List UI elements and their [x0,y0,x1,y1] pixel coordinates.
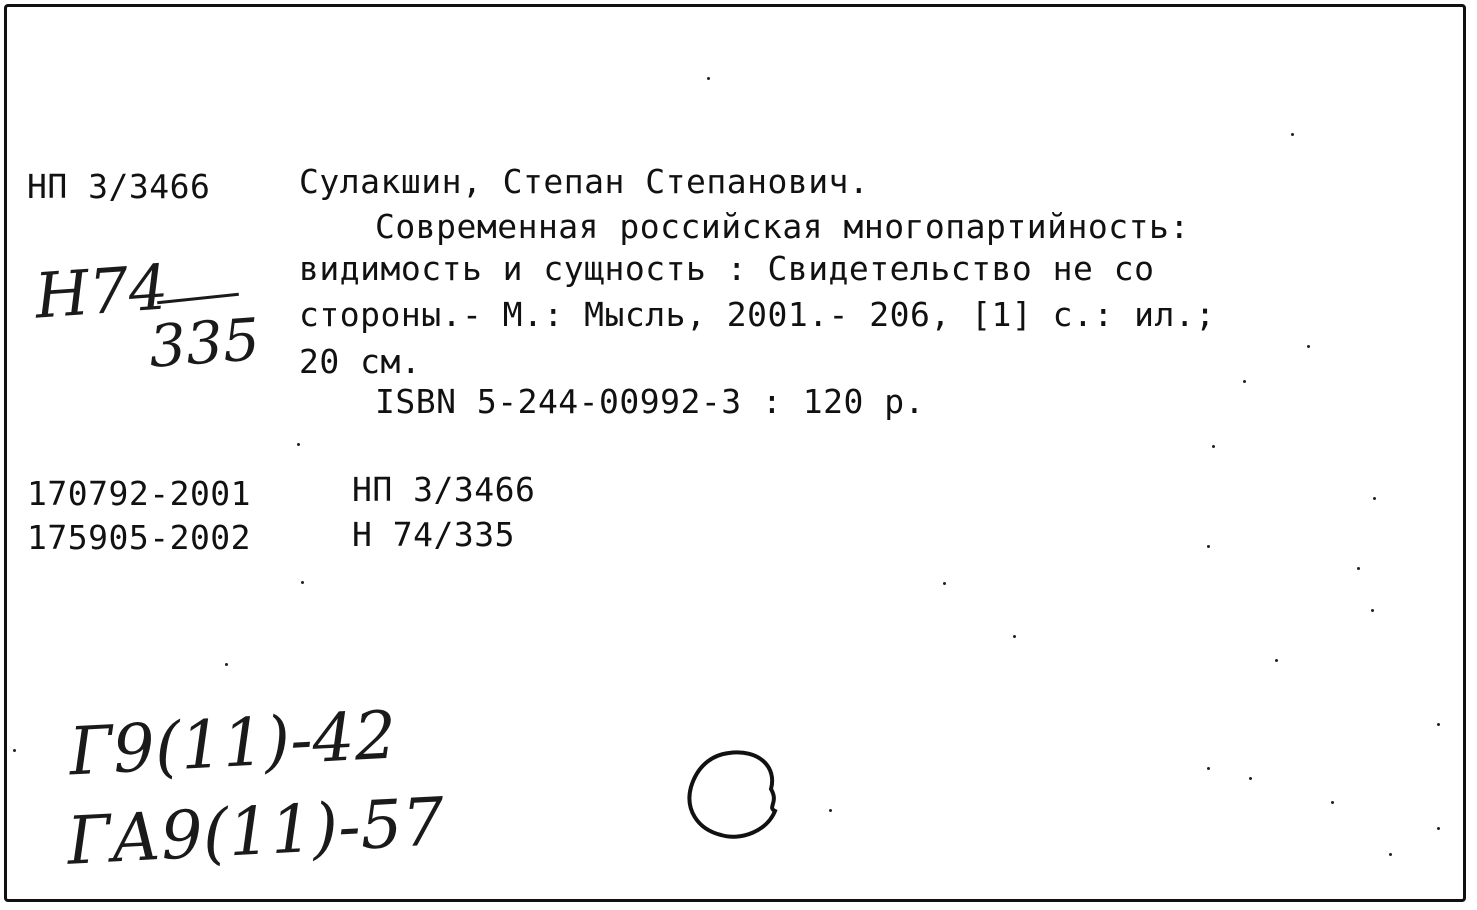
handwritten-fraction-bar [157,293,239,305]
scan-speck [1371,609,1374,612]
title-line-3: стороны.- М.: Мысль, 2001.- 206, [1] с.: ил.; [299,295,1216,334]
copy-location-1: НП 3/3466 [352,470,536,509]
scan-speck [1291,133,1294,136]
scan-speck [1013,635,1016,638]
handwritten-shelf-top: Н74 [32,250,171,333]
scan-speck [301,581,304,584]
handwritten-class-2: ГА9(11)-57 [65,783,447,880]
scan-speck [1331,801,1334,804]
scan-speck [1249,777,1252,780]
scan-speck [829,809,832,812]
scan-speck [1212,445,1215,448]
scan-speck [1357,567,1360,570]
catalog-card [4,4,1466,902]
author: Сулакшин, Степан Степанович. [299,162,870,201]
scan-speck [1437,827,1440,830]
hole-mark [679,745,789,845]
copy-location-2: Н 74/335 [352,515,515,554]
scan-speck [707,77,710,80]
scan-speck [1243,380,1246,383]
scan-speck [1373,497,1376,500]
handwritten-shelf-bottom: 335 [146,305,262,381]
copy-number-2: 175905-2002 [27,518,252,557]
scan-speck [943,582,946,585]
isbn-line: ISBN 5-244-00992-3 : 120 р. [375,382,925,421]
title-line-2: видимость и сущность : Свидетельство не со [299,249,1155,288]
scan-speck [225,663,228,666]
scan-speck [297,443,300,446]
handwritten-class-1: Г9(11)-42 [67,696,399,791]
scan-speck [1307,345,1310,348]
scan-speck [1207,767,1210,770]
title-line-4: 20 см. [299,342,422,381]
scan-speck [1389,853,1392,856]
shelf-mark: НП 3/3466 [27,167,211,206]
scan-speck [1437,723,1440,726]
title-line-1: Современная российская многопартийность: [375,207,1190,246]
scan-speck [13,749,16,752]
copy-number-1: 170792-2001 [27,474,252,513]
scan-speck [1207,545,1210,548]
scan-speck [1275,659,1278,662]
